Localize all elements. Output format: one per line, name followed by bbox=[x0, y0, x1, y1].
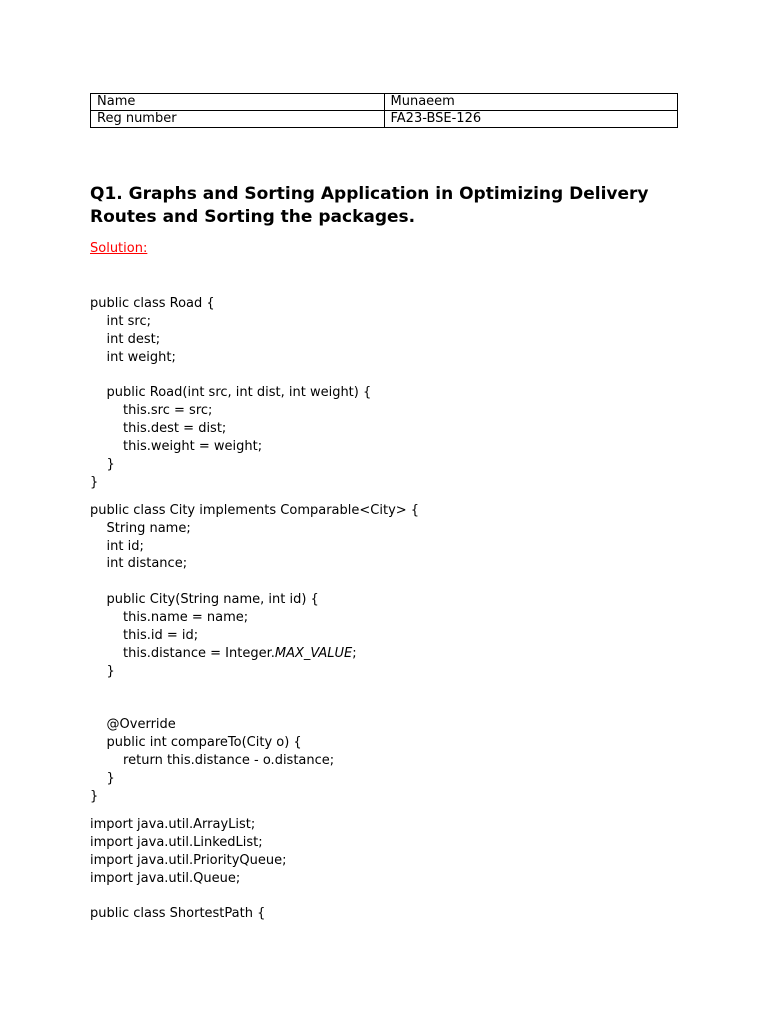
name-row bbox=[91, 94, 678, 111]
code-line: public Road(int src, int dist, int weight) { bbox=[90, 385, 372, 401]
code-block bbox=[90, 502, 730, 806]
question-title: Q1. Graphs and Sorting Application in Optimizing Delivery Routes and Sorting the packages. bbox=[90, 184, 649, 227]
code-line: public class City implements Comparable<City> { bbox=[90, 502, 420, 518]
name-label: Name bbox=[91, 94, 385, 111]
code-line: @Override bbox=[90, 717, 176, 733]
code-line: } bbox=[90, 663, 115, 679]
code-line: String name; bbox=[90, 520, 191, 536]
student-info-table bbox=[90, 93, 678, 128]
code-listing bbox=[90, 295, 730, 923]
code-line: } bbox=[90, 474, 99, 490]
code-line: int distance; bbox=[90, 556, 188, 572]
code-line: return this.distance - o.distance; bbox=[90, 753, 335, 769]
code-line: import java.util.ArrayList; bbox=[90, 816, 256, 832]
code-line: this.id = id; bbox=[90, 628, 199, 644]
code-line: } bbox=[90, 771, 115, 787]
code-line: this.weight = weight; bbox=[90, 439, 263, 455]
code-line: import java.util.Queue; bbox=[90, 870, 241, 886]
code-block-gap bbox=[90, 492, 730, 502]
code-line: public class Road { bbox=[90, 296, 215, 311]
code-block-gap bbox=[90, 806, 730, 816]
code-line: int src; bbox=[90, 313, 151, 329]
code-line: this.name = name; bbox=[90, 610, 249, 626]
reg-number-value: FA23-BSE-126 bbox=[384, 111, 678, 128]
code-line: public int compareTo(City o) { bbox=[90, 735, 302, 751]
code-line: this.src = src; bbox=[90, 403, 213, 419]
reg-number-label: Reg number bbox=[91, 111, 385, 128]
reg-number-row bbox=[91, 111, 678, 128]
code-line bbox=[90, 681, 730, 699]
code-line: } bbox=[90, 457, 115, 473]
code-line: } bbox=[90, 789, 99, 805]
solution-label: Solution: bbox=[90, 241, 148, 256]
code-line: int id; bbox=[90, 538, 144, 554]
code-block bbox=[90, 816, 730, 923]
code-line: int dest; bbox=[90, 331, 161, 347]
name-value: Munaeem bbox=[384, 94, 678, 111]
code-line bbox=[90, 367, 730, 385]
code-line bbox=[90, 573, 730, 591]
code-line bbox=[90, 699, 730, 717]
code-line: public class ShortestPath { bbox=[90, 906, 266, 922]
code-line: this.dest = dist; bbox=[90, 421, 227, 437]
code-line: int weight; bbox=[90, 349, 176, 365]
code-block bbox=[90, 295, 730, 492]
code-line: public City(String name, int id) { bbox=[90, 592, 319, 608]
code-line: import java.util.PriorityQueue; bbox=[90, 852, 287, 868]
code-line: import java.util.LinkedList; bbox=[90, 834, 263, 850]
code-line bbox=[90, 888, 730, 906]
code-line: this.distance = Integer.MAX_VALUE; bbox=[90, 645, 357, 661]
